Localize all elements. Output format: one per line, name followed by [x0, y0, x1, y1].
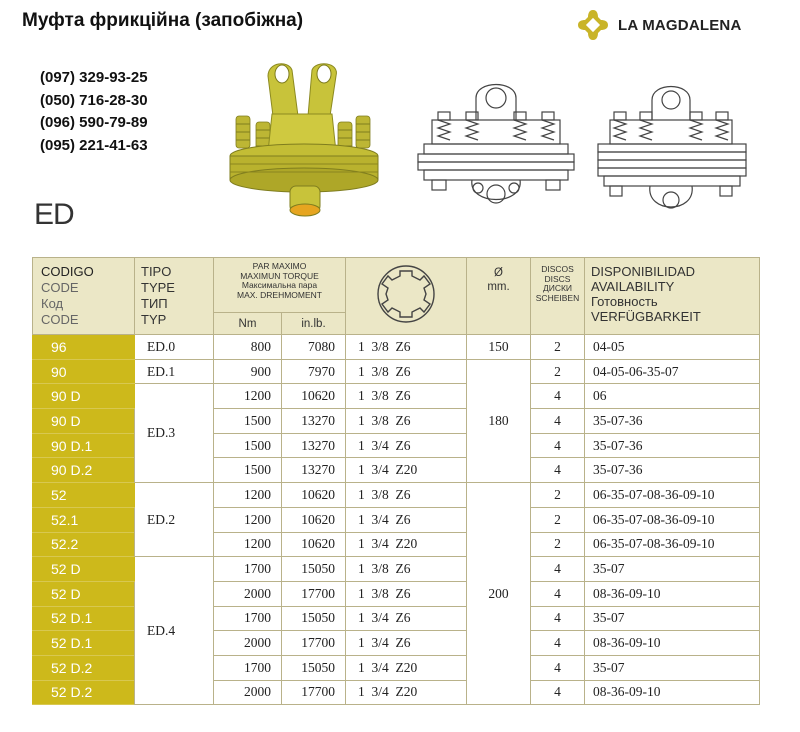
- cell-availability: 04-05: [585, 335, 760, 360]
- cell-nm: 1700: [214, 606, 282, 631]
- column-header-code: CODIGO CODE Код CODE: [33, 258, 135, 335]
- cell-spline: 1 3/4 Z20: [346, 532, 467, 557]
- cell-discs: 4: [531, 581, 585, 606]
- cell-nm: 2000: [214, 680, 282, 705]
- cell-discs: 4: [531, 655, 585, 680]
- cell-code: 52.2: [33, 532, 135, 557]
- cell-type: ED.0: [135, 335, 214, 360]
- spline-shaft-icon: [374, 262, 438, 326]
- cell-availability: 08-36-09-10: [585, 581, 760, 606]
- column-header-torque: PAR MAXIMO MAXIMUN TORQUE Максимальна пара MAX. DREHMOMENT: [214, 258, 346, 313]
- cell-type: ED.4: [135, 557, 214, 705]
- cell-availability: 35-07-36: [585, 433, 760, 458]
- cell-nm: 1200: [214, 532, 282, 557]
- cell-nm: 1200: [214, 384, 282, 409]
- cell-inlb: 17700: [282, 631, 346, 656]
- cell-nm: 800: [214, 335, 282, 360]
- brand-logo: [576, 8, 742, 42]
- phone-list: [40, 67, 148, 157]
- cell-inlb: 10620: [282, 384, 346, 409]
- cell-availability: 04-05-06-35-07: [585, 359, 760, 384]
- cell-code: 52.1: [33, 507, 135, 532]
- model-name: ED: [34, 198, 74, 231]
- cell-spline: 1 3/4 Z6: [346, 507, 467, 532]
- cell-spline: 1 3/8 Z6: [346, 557, 467, 582]
- cell-nm: 1200: [214, 483, 282, 508]
- cell-inlb: 13270: [282, 458, 346, 483]
- cell-spline: 1 3/8 Z6: [346, 384, 467, 409]
- cell-nm: 1500: [214, 409, 282, 434]
- phone-number: (050) 716-28-30: [40, 91, 148, 109]
- cell-discs: 4: [531, 433, 585, 458]
- cell-availability: 35-07: [585, 606, 760, 631]
- cell-nm: 2000: [214, 631, 282, 656]
- clutch-drawing-side: [592, 80, 752, 230]
- cell-spline: 1 3/4 Z6: [346, 606, 467, 631]
- phone-number: (096) 590-79-89: [40, 114, 148, 131]
- cell-code: 52 D: [33, 581, 135, 606]
- cell-nm: 900: [214, 359, 282, 384]
- cell-availability: 06-35-07-08-36-09-10: [585, 507, 760, 532]
- brand-cross-icon: [576, 8, 610, 42]
- cell-spline: 1 3/8 Z6: [346, 335, 467, 360]
- cell-code: 90 D.2: [33, 458, 135, 483]
- phone-number: (097) 329-93-25: [40, 69, 148, 86]
- cell-inlb: 10620: [282, 483, 346, 508]
- cell-spline: 1 3/4 Z6: [346, 631, 467, 656]
- page-title: Муфта фрикційна (запобіжна): [22, 10, 304, 31]
- cell-code: 52 D.1: [33, 631, 135, 656]
- cell-nm: 1700: [214, 655, 282, 680]
- column-header-type: TIPO TYPE ТИП TYP: [135, 258, 214, 335]
- cell-availability: 35-07: [585, 557, 760, 582]
- cell-inlb: 10620: [282, 507, 346, 532]
- cell-type: ED.3: [135, 384, 214, 483]
- cell-discs: 2: [531, 335, 585, 360]
- cell-spline: 1 3/4 Z20: [346, 680, 467, 705]
- column-header-nm: Nm: [214, 313, 282, 335]
- cell-code: 52: [33, 483, 135, 508]
- cell-spline: 1 3/4 Z6: [346, 433, 467, 458]
- cell-inlb: 15050: [282, 557, 346, 582]
- cell-diameter: 180: [467, 359, 531, 482]
- cell-inlb: 15050: [282, 655, 346, 680]
- cell-inlb: 7080: [282, 335, 346, 360]
- phone-number: (095) 221-41-63: [40, 136, 148, 154]
- cell-discs: 2: [531, 532, 585, 557]
- cell-discs: 2: [531, 483, 585, 508]
- cell-nm: 2000: [214, 581, 282, 606]
- cell-availability: 06: [585, 384, 760, 409]
- cell-spline: 1 3/8 Z6: [346, 581, 467, 606]
- cell-spline: 1 3/8 Z6: [346, 359, 467, 384]
- cell-availability: 35-07: [585, 655, 760, 680]
- cell-inlb: 7970: [282, 359, 346, 384]
- cell-inlb: 13270: [282, 409, 346, 434]
- column-header-discs: DISCOS DISCS ДИСКИ SCHEIBEN: [531, 258, 585, 335]
- cell-discs: 2: [531, 507, 585, 532]
- cell-code: 52 D.2: [33, 680, 135, 705]
- cell-discs: 4: [531, 458, 585, 483]
- cell-inlb: 10620: [282, 532, 346, 557]
- cell-code: 96: [33, 335, 135, 360]
- cell-inlb: 17700: [282, 581, 346, 606]
- cell-nm: 1500: [214, 458, 282, 483]
- cell-code: 52 D.2: [33, 655, 135, 680]
- cell-type: ED.1: [135, 359, 214, 384]
- cell-code: 90 D: [33, 409, 135, 434]
- cell-code: 90: [33, 359, 135, 384]
- cell-nm: 1700: [214, 557, 282, 582]
- column-header-inlb: in.lb.: [282, 313, 346, 335]
- cell-spline: 1 3/4 Z20: [346, 655, 467, 680]
- cell-code: 90 D: [33, 384, 135, 409]
- brand-name: LA MAGDALENA: [618, 16, 742, 34]
- cell-type: ED.2: [135, 483, 214, 557]
- table-row: [33, 557, 760, 582]
- column-header-availability: DISPONIBILIDAD AVAILABILITY Готовность VERFÜGBARKEIT: [585, 258, 760, 335]
- cell-spline: 1 3/4 Z20: [346, 458, 467, 483]
- cell-code: 90 D.1: [33, 433, 135, 458]
- cell-spline: 1 3/8 Z6: [346, 409, 467, 434]
- cell-availability: 08-36-09-10: [585, 631, 760, 656]
- cell-availability: 06-35-07-08-36-09-10: [585, 532, 760, 557]
- cell-discs: 4: [531, 631, 585, 656]
- cell-availability: 06-35-07-08-36-09-10: [585, 483, 760, 508]
- cell-discs: 2: [531, 359, 585, 384]
- clutch-photo: [228, 56, 398, 222]
- cell-spline: 1 3/8 Z6: [346, 483, 467, 508]
- cell-inlb: 13270: [282, 433, 346, 458]
- cell-inlb: 17700: [282, 680, 346, 705]
- cell-availability: 08-36-09-10: [585, 680, 760, 705]
- clutch-drawing-front: [412, 76, 580, 226]
- cell-code: 52 D.1: [33, 606, 135, 631]
- cell-availability: 35-07-36: [585, 409, 760, 434]
- cell-diameter: 200: [467, 483, 531, 705]
- column-header-diameter: Ø mm.: [467, 258, 531, 335]
- spec-table: [32, 257, 760, 705]
- cell-nm: 1500: [214, 433, 282, 458]
- cell-discs: 4: [531, 606, 585, 631]
- cell-discs: 4: [531, 680, 585, 705]
- cell-inlb: 15050: [282, 606, 346, 631]
- cell-discs: 4: [531, 409, 585, 434]
- cell-diameter: 150: [467, 335, 531, 360]
- table-row: [33, 335, 760, 360]
- table-row: [33, 483, 760, 508]
- table-row: [33, 359, 760, 384]
- cell-code: 52 D: [33, 557, 135, 582]
- cell-discs: 4: [531, 557, 585, 582]
- cell-availability: 35-07-36: [585, 458, 760, 483]
- cell-discs: 4: [531, 384, 585, 409]
- cell-nm: 1200: [214, 507, 282, 532]
- table-row: [33, 384, 760, 409]
- column-header-spline: [346, 258, 467, 335]
